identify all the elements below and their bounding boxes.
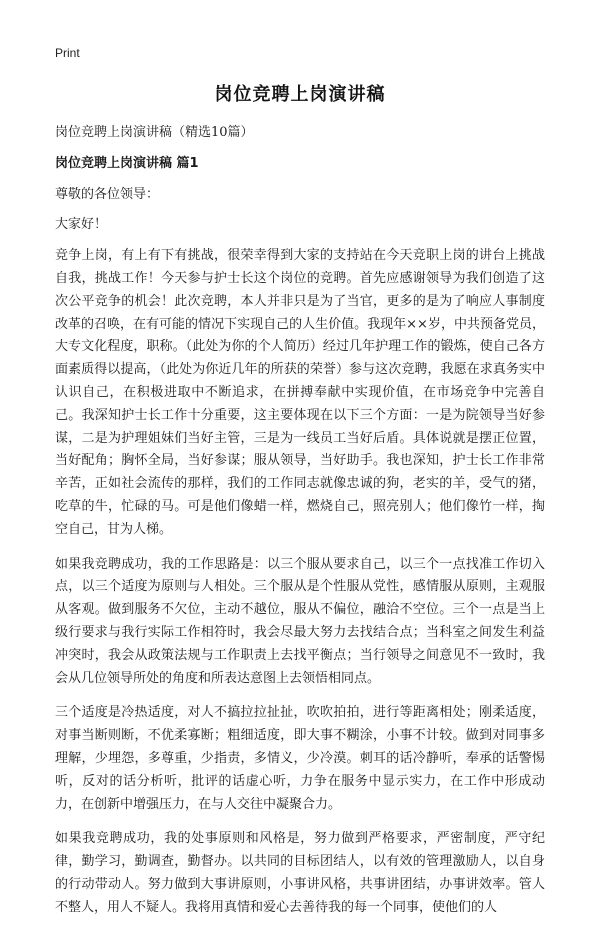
hello-line: 大家好！: [55, 217, 108, 233]
section-heading: 岗位竞聘上岗演讲稿 篇1: [55, 155, 199, 171]
paragraph-3: 三个适度是冷热适度，对人不搞拉拉扯扯，吹吹拍拍，进行等距离相处；刚柔适度，对事当断则断，不优柔寡断；粗细适度，即大事不糊涂，小事不计较。做到对同事多理解，少埋怨，多尊重，少指责，多情义，少冷漠。刺耳的话冷静听，奉承的话警惕听，反对的话分析听，批评的话虚心听，力争在服务中显示实力，在工作中形成动力，在创新中增强压力，在与人交往中凝聚合力。: [55, 705, 545, 812]
document-subtitle: 岗位竞聘上岗演讲稿（精选10篇）: [55, 125, 254, 140]
greeting-line: 尊敬的各位领导：: [55, 186, 160, 202]
paragraph-4: 如果我竞聘成功，我的处事原则和风格是，努力做到严格要求，严密制度，严守纪律，勤学习，勤调查，勤督办。以共同的目标团结人，以有效的管理激励人，以自身的行动带动人。努力做到大事讲原则，小事讲风格，共事讲团结，办事讲效率。管人不整人，用人不疑人。我将用真情和爱心去善待我的每一个同事，使他们的人: [55, 831, 545, 915]
page-title: 岗位竞聘上岗演讲稿: [214, 84, 386, 105]
document-body: [55, 122, 545, 932]
paragraph-2: 如果我竞聘成功，我的工作思路是：以三个服从要求自己，以三个一点找准工作切入点，以三个适度为原则与人相处。三个服从是个性服从党性，感情服从原则，主观服从客观。做到服务不欠位，主动不越位，服从不偏位，融洽不空位。三个一点是当上级行要求与我行实际工作相符时，我会尽最大努力去找结合点；当科室之间发生利益冲突时，我会从政策法规与工作职责上去找平衡点；当行领导之间意见不一致时，我会从几位领导所处的角度和所表达意图上去领悟相同点。: [55, 556, 545, 686]
print-link[interactable]: Print: [55, 46, 80, 60]
paragraph-1: 竞争上岗，有上有下有挑战，很荣幸得到大家的支持站在今天竞职上岗的讲台上挑战自我，挑战工作！今天参与护士长这个岗位的竞聘。首先应感谢领导为我们创造了这次公平竞争的机会！此次竞聘，本人并非只是为了当官，更多的是为了响应人事制度改革的召唤，在有可能的情况下实现自己的人生价值。我现年××岁，中共预备党员，大专文化程度，职称。（此处为你的个人简历）经过几年护理工作的锻炼，使自己各方面素质得以提高，（此处为你近几年的所获的荣誉）参与这次竞聘，我愿在求真务实中认识自己，在积极进取中不断追求，在拼搏奉献中实现价值，在市场竞争中完善自己。我深知护士长工作十分重要，这主要体现在以下三个方面：一是为院领导当好参谋，二是为护理姐妹们当好主管，三是为一线员工当好后盾。具体说就是摆正位置，当好配角；胸怀全局，当好参谋；服从领导，当好助手。我也深知，护士长工作非常辛苦，正如社会流传的那样，我们的工作同志就像忠诚的狗，老实的羊，受气的猪，吃草的牛，忙碌的马。可是他们像蜡一样，燃烧自己，照亮别人；他们像竹一样，掏空自己，甘为人梯。: [55, 248, 545, 537]
